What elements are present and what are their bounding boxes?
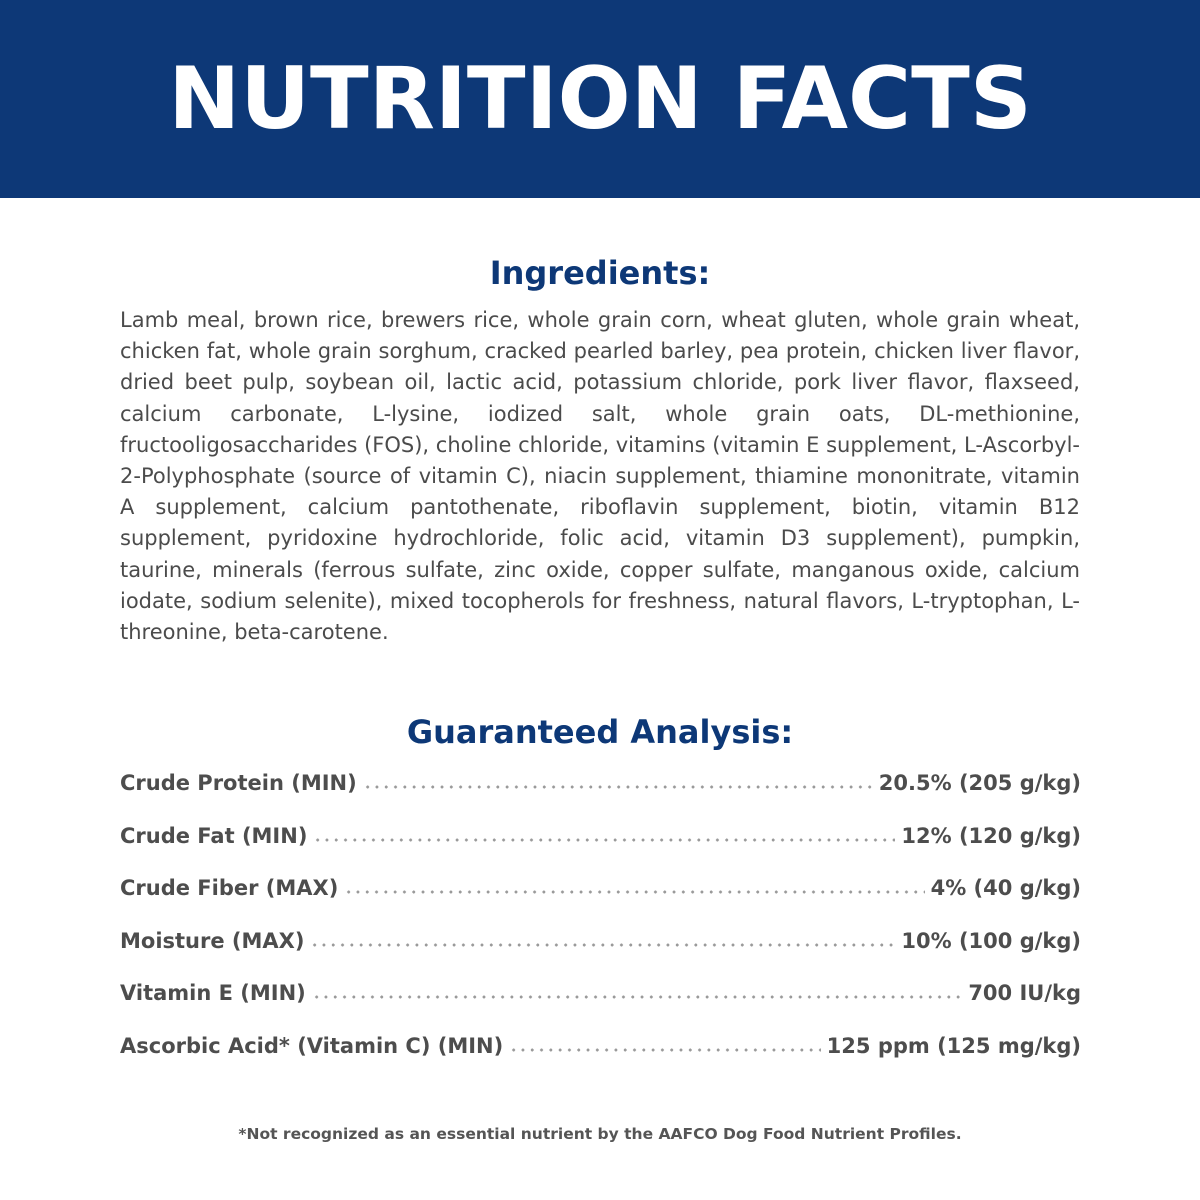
page-title: NUTRITION FACTS [168,49,1032,149]
analysis-value: 12% (120 g/kg) [901,823,1081,848]
analysis-row-moisture [120,929,1081,982]
dot-leader [509,1048,820,1052]
analysis-value: 700 IU/kg [968,981,1081,1006]
analysis-row-ascorbic-acid [120,1034,1081,1087]
analysis-label: Moisture (MAX) [120,928,305,953]
analysis-row-crude-fat [120,824,1081,877]
analysis-label: Crude Fat (MIN) [120,823,308,848]
analysis-value: 4% (40 g/kg) [930,876,1081,901]
analysis-label: Vitamin E (MIN) [120,981,306,1006]
dot-leader [313,838,895,842]
guaranteed-analysis-heading: Guaranteed Analysis: [406,713,794,751]
analysis-value: 125 ppm (125 mg/kg) [826,1033,1081,1058]
guaranteed-analysis-list [120,771,1081,1087]
analysis-value: 10% (100 g/kg) [901,928,1081,953]
ingredients-heading: Ingredients: [489,254,711,292]
footnote: *Not recognized as an essential nutrient by the AAFCO Dog Food Nutrient Profiles. [238,1125,962,1143]
analysis-label: Ascorbic Acid* (Vitamin C) (MIN) [120,1033,504,1058]
analysis-label: Crude Fiber (MAX) [120,876,339,901]
dot-leader [310,943,895,947]
header-banner [0,0,1200,198]
analysis-row-crude-fiber [120,876,1081,929]
dot-leader [312,995,963,999]
analysis-value: 20.5% (205 g/kg) [878,771,1081,795]
analysis-row-crude-protein [120,771,1081,824]
dot-leader [363,785,873,789]
analysis-row-vitamin-e [120,981,1081,1034]
ingredients-text: Lamb meal, brown rice, brewers rice, whole grain corn, wheat gluten, whole grain wheat, chicken fat, whole grain sorghum, cracked pearled barley, pea protein, chicken liver flavor, dried beet pulp, soybean oil, lactic acid, potassium chloride, pork liver flavor, flaxseed, calcium carbonate, L-lysine, iodized salt, whole grain oats, DL-methionine, fructooligosaccharides (FOS), choline chloride, vitamins (vitamin E supplement, L-Ascorbyl-2-Polyphosphate (source of vitamin C), niacin supplement, thiamine mononitrate, vitamin A supplement, calcium pantothenate, riboflavin supplement, biotin, vitamin B12 supplement, pyridoxine hydrochloride, folic acid, vitamin D3 supplement), pumpkin, taurine, minerals (ferrous sulfate, zinc oxide, copper sulfate, manganous oxide, calcium iodate, sodium selenite), mixed tocopherols for freshness, natural flavors, L-tryptophan, L-threonine, beta-carotene. [120,308,1080,645]
dot-leader [344,890,924,894]
analysis-label: Crude Protein (MIN) [120,771,357,795]
